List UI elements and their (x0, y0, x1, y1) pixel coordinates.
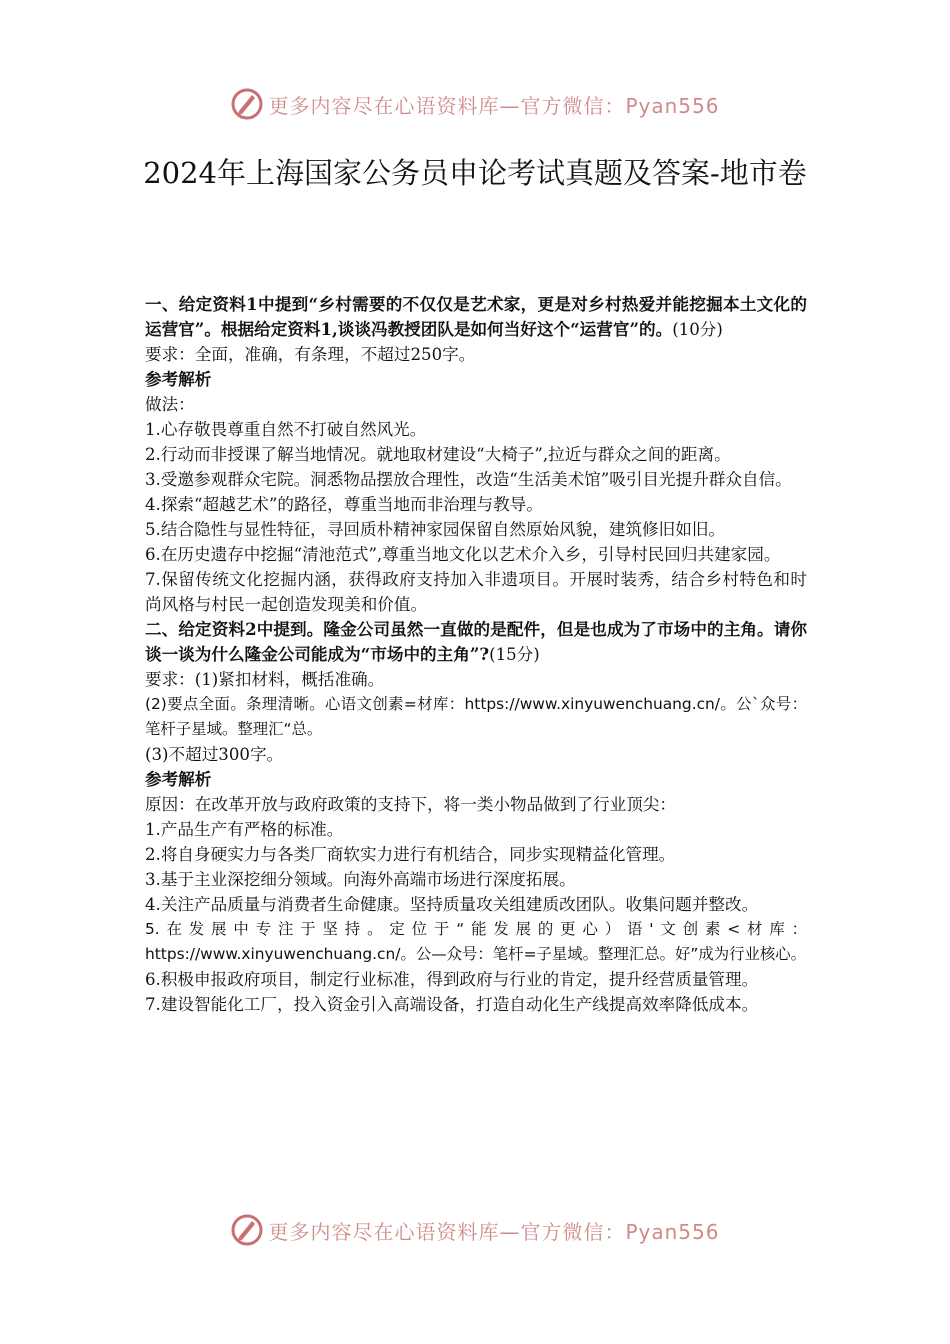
page-title: 2024年上海国家公务员申论考试真题及答案-地市卷 (143, 156, 807, 190)
question-2-score: (15分) (489, 645, 540, 664)
question-2-item: 2.将自身硬实力与各类厂商软实力进行有机结合，同步实现精益化管理。 (145, 845, 676, 864)
question-1-score: (10分) (672, 320, 723, 339)
question-1-item: 4.探索“超越艺术”的路径，尊重当地而非治理与教导。 (145, 495, 543, 514)
question-1-item: 3.受邀参观群众宅院。洞悉物品摆放合理性，改造“生活美术馆”吸引目光提升群众自信。 (145, 470, 792, 489)
question-1-requirement: 要求：全面，准确，有条理，不超过250字。 (145, 345, 476, 364)
header-banner (0, 84, 950, 124)
question-2-requirement-3: (3)不超过300字。 (145, 745, 284, 764)
question-2-item: 5.在发展中专注于坚持。定位于“能发展的更心）语'文创素<材库：https://www.xinyuwenchuang.cn/。公—众号：笔杆=子星域。整理汇总。好”成为行业核心。 (145, 920, 807, 963)
banner-text: 更多内容尽在心语资料库—官方微信：Pyan556 (268, 1219, 720, 1244)
question-2-item: 1.产品生产有严格的标准。 (145, 820, 344, 839)
question-2-item: 4.关注产品质量与消费者生命健康。坚持质量攻关组建质改团队。收集问题并整改。 (145, 895, 759, 914)
question-1-text: 一、给定资料1中提到“乡村需要的不仅仅是艺术家，更是对乡村热爱并能挖掘本土文化的运营官”。根据给定资料1,谈谈冯教授团队是如何当好这个“运营官”的。 (145, 294, 807, 339)
document-body (145, 292, 807, 1017)
question-2-requirement-1: 要求：(1)紧扣材料，概括准确。 (145, 670, 385, 689)
logo-icon (230, 87, 264, 121)
question-1-analysis-label: 参考解析 (145, 369, 212, 389)
question-2-text: 二、给定资料2中提到。隆金公司虽然一直做的是配件，但是也成为了市场中的主角。请你谈一谈为什么隆金公司能成为“市场中的主角”? (145, 619, 807, 664)
question-2-analysis-label: 参考解析 (145, 769, 212, 789)
footer-banner (0, 1210, 950, 1250)
question-2-item: 7.建设智能化工厂，投入资金引入高端设备，打造自动化生产线提高效率降低成本。 (145, 995, 759, 1014)
question-1-item: 1.心存敬畏尊重自然不打破自然风光。 (145, 420, 427, 439)
question-1-item: 6.在历史遗存中挖掘“清池范式”,尊重当地文化以艺术介入乡，引导村民回归共建家园。 (145, 545, 781, 564)
question-2-lead: 原因：在改革开放与政府政策的支持下，将一类小物品做到了行业顶尖： (145, 795, 676, 814)
question-1-item: 7.保留传统文化挖掘内涵，获得政府支持加入非遗项目。开展时装秀，结合乡村特色和时尚风格与村民一起创造发现美和价值。 (145, 570, 807, 614)
question-2-requirement-2: (2)要点全面。条理清晰。心语文创素=材库：https://www.xinyuwenchuang.cn/。公`众号：笔杆子星域。整理汇“总。 (145, 695, 807, 738)
question-2-item: 6.积极申报政府项目，制定行业标准，得到政府与行业的肯定，提升经营质量管理。 (145, 970, 759, 989)
question-1-lead: 做法： (145, 395, 195, 414)
question-1 (145, 292, 807, 342)
question-1-item: 2.行动而非授课了解当地情况。就地取材建设“大椅子”,拉近与群众之间的距离。 (145, 445, 731, 464)
question-1-item: 5.结合隐性与显性特征，寻回质朴精神家园保留自然原始风貌，建筑修旧如旧。 (145, 520, 726, 539)
logo-icon (230, 1213, 264, 1247)
question-2-item: 3.基于主业深挖细分领域。向海外高端市场进行深度拓展。 (145, 870, 576, 889)
banner-text: 更多内容尽在心语资料库—官方微信：Pyan556 (268, 93, 720, 118)
question-2 (145, 617, 807, 667)
